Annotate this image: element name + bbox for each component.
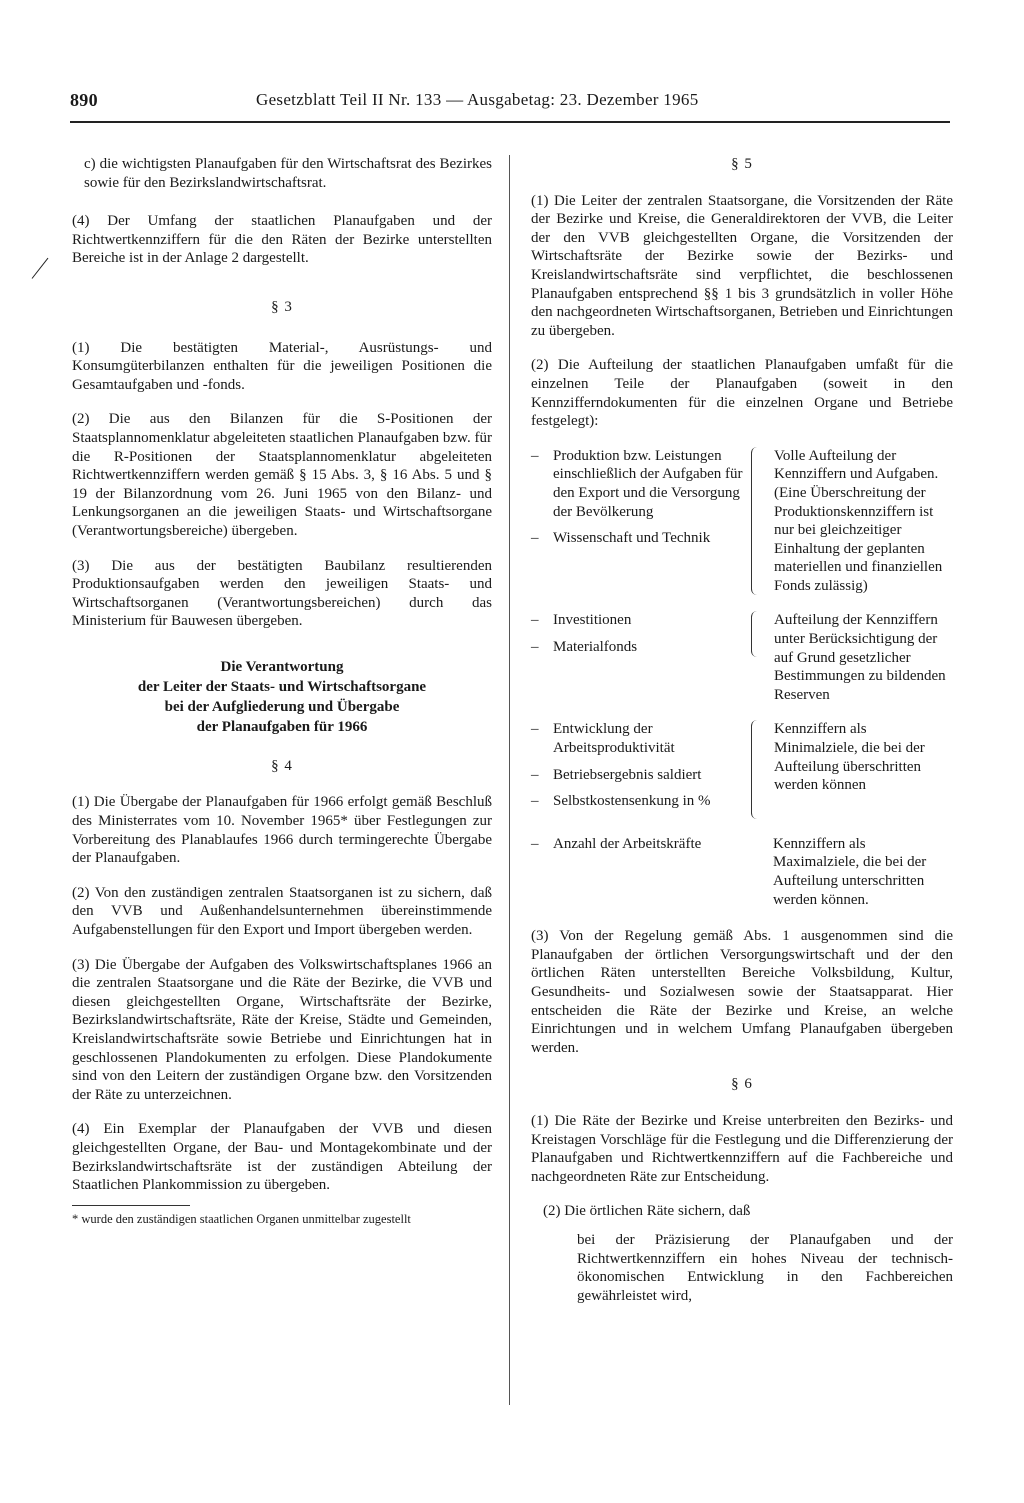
allocation-item-text: Wissenschaft und Technik	[553, 530, 711, 547]
allocation-item-text: Entwicklung der Arbeitsproduktivität	[553, 721, 675, 757]
allocation-items	[531, 835, 743, 909]
paragraph: (4) Der Umfang der staatlichen Planaufgaben und der Richtwertkennziffern für die den Räten der Bezirke unterstellten Bereiche ist in der Anlage 2 dargestellt.	[72, 213, 492, 267]
heading-line: Die Verantwortung	[220, 658, 344, 675]
header-rule	[70, 121, 950, 123]
allocation-item-text: Selbstkostensenkung in %	[553, 793, 711, 810]
margin-pen-mark	[32, 258, 49, 279]
paragraph: (2) Die Aufteilung der staatlichen Planaufgaben umfaßt für die einzelnen Teile der Planaufgaben (soweit in den Kennzifferndokumenten für die einzelnen Organe und Betriebe festgelegt):	[531, 357, 953, 430]
dash-glyph: –	[531, 793, 539, 810]
right-column	[531, 155, 953, 1321]
brace	[751, 447, 762, 596]
running-title: Gesetzblatt Teil II Nr. 133 — Ausgabetag: 23. Dezember 1965	[256, 90, 699, 109]
allocation-items	[531, 611, 743, 704]
paragraph: bei der Präzisierung der Planaufgaben und der Richtwertkennziffern ein hohes Niveau der technisch-ökonomischen Entwicklung in den Fachbereichen gewährleistet wird,	[577, 1231, 953, 1304]
dash-glyph: –	[531, 835, 539, 852]
heading-line: bei der Aufgliederung und Übergabe	[164, 698, 400, 715]
allocation-table	[531, 447, 953, 909]
allocation-item	[531, 835, 743, 854]
section-mark: § 5	[731, 156, 753, 172]
allocation-row	[531, 447, 953, 596]
paragraph: c) die wichtigsten Planaufgaben für den Wirtschaftsrat des Bezirkes sowie für den Bezirkslandwirtschaftsrat.	[84, 156, 492, 191]
dash-glyph: –	[531, 447, 539, 464]
paragraph: (1) Die Übergabe der Planaufgaben für 1966 erfolgt gemäß Beschluß des Ministerrates vom 10. November 1965* über Festlegungen zur Vorbereitung des Planablaufes 1966 durch termingerechte Übergabe der Planaufgaben.	[72, 794, 492, 867]
section-mark: § 6	[731, 1076, 753, 1093]
footnote-rule	[72, 1205, 190, 1206]
dash-glyph: –	[531, 721, 539, 738]
section-mark: § 4	[271, 757, 293, 774]
paragraph: (3) Die Übergabe der Aufgaben des Volkswirtschaftsplanes 1966 an die zentralen Staatsorgane und die Räte der Bezirke, die VVB und diesen gleichgestellten Organe, Wirtschaftsräte der Bezirke, Bezirkslandwirtschaftsräte, Räte der Kreise, Städte und Gemeinden, Kreislandwirtschaftsräte sowie Betriebe und Einrichtungen hat in geschlossenen Plandokumenten zu erfolgen. Diese Plandokumente sind von den Leitern der zuständigen Organe bzw. den Vorsitzenden der Räte zu unterzeichnen.	[72, 956, 492, 1103]
allocation-items	[531, 720, 743, 818]
column-divider	[509, 155, 510, 1405]
allocation-item	[531, 792, 743, 811]
allocation-description: Kennziffern als Minimalziele, die bei der Aufteilung überschritten werden können	[774, 721, 925, 794]
allocation-description: Kennziffern als Maximalziele, die bei der Aufteilung unterschritten werden können.	[773, 835, 927, 908]
allocation-item	[531, 766, 743, 785]
allocation-items	[531, 447, 743, 596]
brace-spacer	[751, 835, 761, 909]
paragraph: (4) Ein Exemplar der Planaufgaben der VVB und diesen gleichgestellten Organe, der Bau- und Montagekombinate und der Bezirkslandwirtschaftsräte ist der zuständigen Abteilung der Staatlichen Plankommission zu übergeben.	[72, 1121, 492, 1194]
paragraph: (2) Von den zuständigen zentralen Staatsorganen ist zu sichern, daß den VVB und Außenhandelsunternehmen übereinstimmende Aufgabenstellungen für den Export und Import übergeben werden.	[72, 884, 492, 939]
left-column	[72, 155, 492, 1227]
paragraph: (2) Die aus den Bilanzen für die S-Positionen der Staatsplannomenklatur abgeleiteten staatlichen Planaufgaben bzw. für die R-Positionen der Staatsplannomenklatur abgeleiteten Richtwertkennziffern werden gemäß § 15 Abs. 3, § 16 Abs. 5 und § 19 der Bilanzordnung vom 26. Juni 1965 von den Bilanz- und Lenkungsorganen an die jeweiligen Staats- und Wirtschaftsorgane (Verantwortungsbereiche) übergeben.	[72, 411, 492, 539]
dash-glyph: –	[531, 766, 539, 783]
allocation-item	[531, 611, 743, 630]
allocation-item	[531, 638, 743, 657]
paragraph: (2) Die örtlichen Räte sichern, daß	[543, 1203, 751, 1220]
brace	[751, 720, 762, 818]
dash-glyph: –	[531, 639, 539, 656]
allocation-item-text: Produktion bzw. Leistungen einschließlich der Aufgaben für den Export und die Versorgung der Bevölkerung	[553, 447, 743, 520]
allocation-item-text: Anzahl der Arbeitskräfte	[553, 835, 702, 852]
allocation-item	[531, 720, 743, 757]
dash-glyph: –	[531, 612, 539, 629]
dash-glyph: –	[531, 530, 539, 547]
section-mark: § 3	[271, 298, 293, 315]
allocation-row	[531, 611, 953, 704]
allocation-item	[531, 447, 743, 521]
allocation-description: Aufteilung der Kennziffern unter Berücksichtigung der auf Grund gesetzlicher Bestimmungen zu bildenden Reserven	[774, 612, 946, 703]
paragraph: (1) Die Räte der Bezirke und Kreise unterbreiten den Bezirks- und Kreistagen Vorschläge für die Festlegung und die Differenzierung der Planaufgaben und Richtwertkennziffern auf die Fachbereiche und nachgeordneten Räte zur Entscheidung.	[531, 1112, 953, 1185]
section-heading	[72, 657, 492, 737]
allocation-item-text: Investitionen	[553, 612, 632, 629]
allocation-row	[531, 835, 953, 909]
brace	[751, 611, 762, 657]
allocation-item-text: Betriebsergebnis saldiert	[553, 766, 702, 783]
allocation-item	[531, 529, 743, 548]
paragraph: (1) Die bestätigten Material-, Ausrüstungs- und Konsumgüterbilanzen enthalten für die jeweiligen Positionen die Gesamtaufgaben und -fonds.	[72, 339, 492, 393]
allocation-description: Volle Aufteilung der Kennziffern und Aufgaben. (Eine Überschreitung der Produktionskennziffern ist nur bei gleichzeitiger Einhaltung der geplanten materiellen und finanziellen Fonds zulässig)	[774, 447, 943, 594]
paragraph: (1) Die Leiter der zentralen Staatsorgane, die Vorsitzenden der Räte der Bezirke und Kreise, die Generaldirektoren der VVB, die Leiter der den VVB gleichgestellten Organe, die Vorsitzenden der Wirtschaftsräte der Bezirke sowie der Bezirks- und Kreislandwirtschaftsräte sind verpflichtet, die beschlossenen Planaufgaben entsprechend §§ 1 bis 3 grundsätzlich in voller Höhe den nachgeordneten Wirtschaftsorganen, Betrieben und Einrichtungen zu übergeben.	[531, 192, 953, 339]
paragraph: (3) Von der Regelung gemäß Abs. 1 ausgenommen sind die Planaufgaben der örtlichen Versorgungswirtschaft und der den örtlichen Räten unterstellten Bereiche Volksbildung, Kultur, Gesundheits- und Sozialwesen sowie der Staatsapparat. Hier entscheiden die Räte der Bezirke und Kreise, an welche Einrichtungen und in welchem Umfang Planaufgaben übergeben werden.	[531, 928, 953, 1056]
page-number: 890	[70, 90, 98, 110]
footnote: * wurde den zuständigen staatlichen Organen unmittelbar zugestellt	[72, 1211, 411, 1226]
page-header	[70, 90, 950, 120]
heading-line: der Planaufgaben für 1966	[196, 718, 368, 735]
allocation-item-text: Materialfonds	[553, 639, 638, 656]
heading-line: der Leiter der Staats- und Wirtschaftsorgane	[137, 678, 427, 695]
paragraph: (3) Die aus der bestätigten Baubilanz resultierenden Produktionsaufgaben werden den jeweiligen Staats- und Wirtschaftsorganen (Verantwortungsbereichen) durch das Ministerium für Bauwesen übergeben.	[72, 557, 492, 630]
allocation-row	[531, 720, 953, 818]
